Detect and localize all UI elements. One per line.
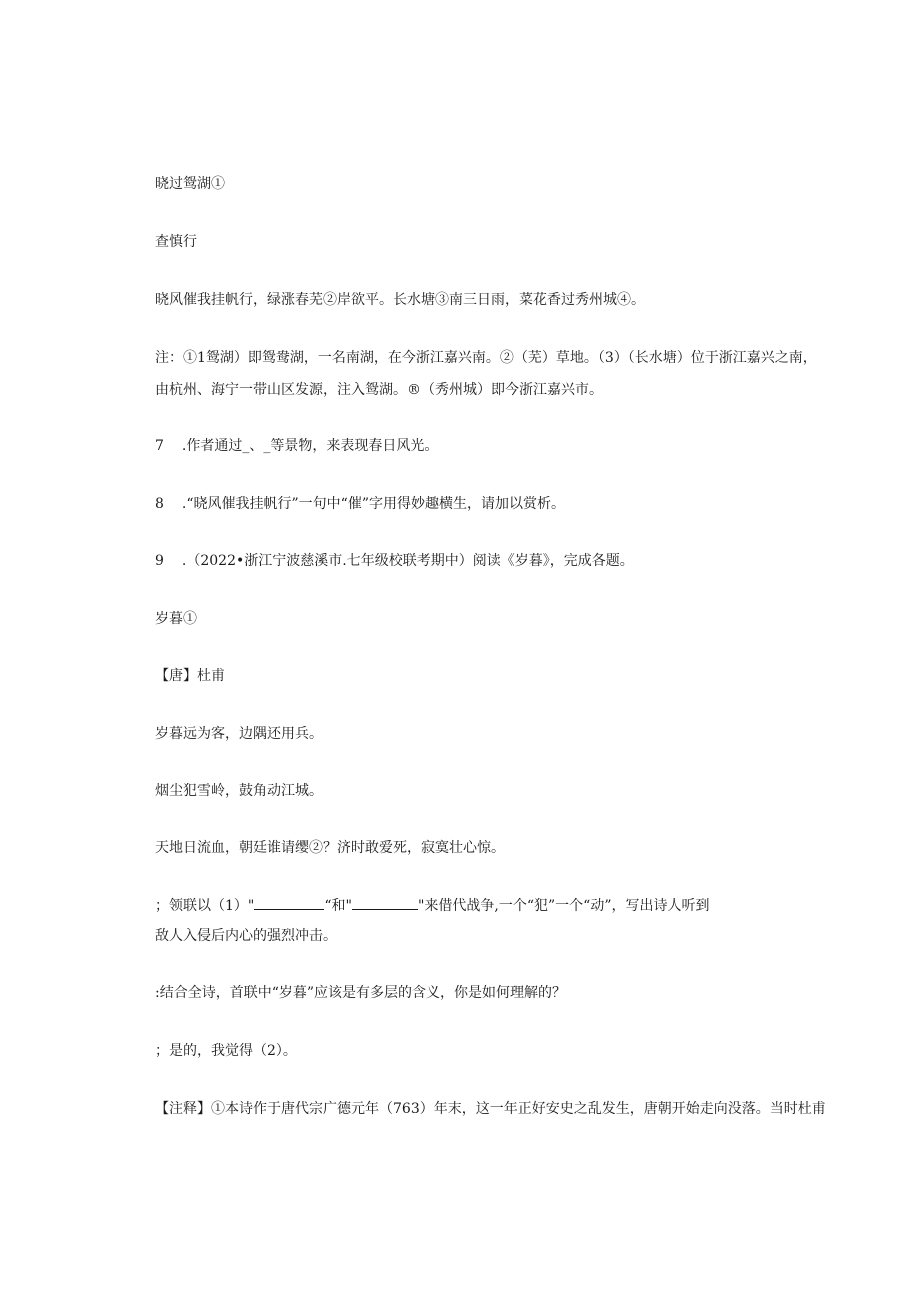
dialog-answer-2: ；是的，我觉得（2）。 [155, 1043, 297, 1059]
poem1-title: 晓过鸳湖① [155, 176, 225, 192]
question-8 [155, 494, 565, 514]
poem2-title: 岁暮① [155, 611, 197, 627]
dialog-question-2: :结合全诗，首联中“岁暮”应该是有多层的含义，你是如何理解的？ [155, 985, 567, 1001]
poem2-line1: 岁暮远为客，边隅还用兵。 [155, 726, 323, 742]
question-8-text: .“晓风催我挂帆行”一句中“催”字用得妙趣横生，请加以赏析。 [181, 496, 565, 512]
answer-blank-1[interactable] [254, 895, 324, 910]
dialog-answer-1-mid: “和" [324, 898, 352, 914]
poem2-author: 【唐】杜甫 [155, 668, 225, 684]
poem2-line3: 天地日流血，朝廷谁请缨②？济时敢爱死，寂寞壮心惊。 [155, 840, 505, 856]
question-9-number: 9 [155, 553, 164, 569]
dialog-answer-1 [155, 895, 710, 916]
question-9-text: .（2022•浙江宁波慈溪市.七年级校联考期中）阅读《岁暮》，完成各题。 [181, 553, 634, 569]
question-8-number: 8 [155, 496, 164, 512]
answer-blank-2[interactable] [352, 895, 418, 910]
poem1-author: 查慎行 [155, 234, 197, 250]
poem1-notes-line2: 由杭州、海宁一带山区发源，注入鸳湖。®（秀州城）即今浙江嘉兴市。 [155, 382, 603, 398]
annotation-line: 【注释】①本诗作于唐代宗广德元年（763）年末，这一年正好安史之乱发生，唐朝开始走向没落。当时杜甫 [155, 1101, 826, 1117]
dialog-answer-1-prefix: ；领联以（1）" [155, 898, 255, 914]
poem1-text: 晓风催我挂帆行，绿涨春芜②岸欲平。长水塘③南三日雨，菜花香过秀州城④。 [155, 292, 645, 308]
question-9 [155, 551, 634, 571]
question-7-number: 7 [155, 438, 164, 454]
question-7-text: .作者通过_、_等景物，来表现春日风光。 [181, 438, 439, 454]
dialog-answer-1-suffix: "来借代战争,一个“犯”一个“动”，写出诗人听到 [417, 898, 710, 914]
poem2-line2: 烟尘犯雪岭，鼓角动江城。 [155, 783, 323, 799]
question-7 [155, 436, 438, 456]
poem1-notes-line1: 注：①1鸳湖）即鸳鸯湖，一名南湖，在今浙江嘉兴南。②（芜）草地。（3）（长水塘）位于浙江嘉兴之南， [155, 350, 817, 366]
dialog-answer-1-continued: 敌人入侵后内心的强烈冲击。 [155, 928, 337, 944]
